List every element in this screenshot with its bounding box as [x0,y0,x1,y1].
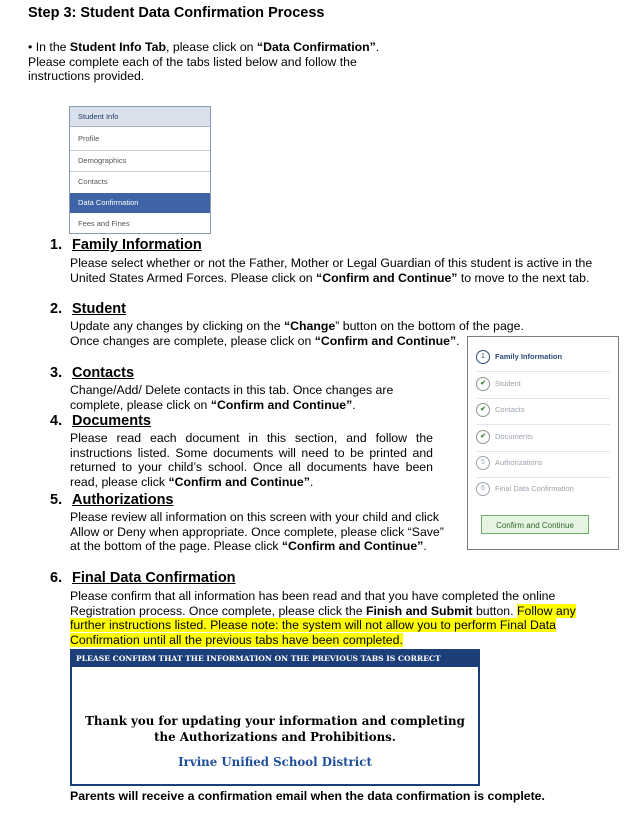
section-text-authorizations: Please review all information on this screen with your child and click Allow or Deny when appropriate. Once complete, please click “Save” at the bottom of the page. Please click “Confirm and Continue”. [70,510,444,554]
tab-authorizations[interactable]: 5 Authorizations [476,454,543,472]
checkmark-icon: ✔ [476,430,490,444]
student-info-menu [69,106,211,234]
tab-student[interactable]: ✔ Student [476,375,521,393]
confirm-and-continue-button[interactable]: Confirm and Continue [481,515,589,534]
highlighted-note: Follow any further instructions listed. Please note: the system will not allow you to perform Final Data Confirmation until all the previous tabs have been completed. [70,603,576,647]
tab-divider [476,371,610,372]
tab-divider [476,451,610,452]
section-heading-documents: 4. Documents [50,413,151,429]
intro-text-1: In the [35,40,70,54]
bullet: • [28,40,33,54]
section-text-documents: Please read each document in this section, and follow the instructions listed. Some documents will need to be printed and returned to your child’s school. Once all documents have been read, please click “Confirm and Continue”. [70,431,433,489]
footer-note: Parents will receive a confirmation email when the data confirmation is complete. [70,789,545,803]
intro-tab-name: Student Info Tab [69,40,167,54]
tab-divider [476,477,610,478]
menu-item-demographics[interactable]: Demographics [78,156,127,165]
section-text-student: Update any changes by clicking on the “Change” button on the bottom of the page. Once changes are complete, please click on “Confirm and Continue”. [70,319,524,348]
tab-contacts[interactable]: ✔ Contacts [476,401,525,419]
section-text-contacts: Change/Add/ Delete contacts in this tab. Once changes are complete, please click on “Confirm and Continue”. [70,383,394,412]
tab-divider [476,424,610,425]
menu-item-fees-and-fines[interactable]: Fees and Fines [78,219,130,228]
section-heading-authorizations: 5. Authorizations [50,492,174,508]
checkmark-icon: ✔ [476,403,490,417]
step-6-icon: 6 [476,482,490,496]
district-name: Irvine Unified School District [178,755,372,769]
banner-header: PLEASE CONFIRM THAT THE INFORMATION ON THE PREVIOUS TABS IS CORRECT [72,651,478,667]
menu-header-student-info[interactable]: Student Info [70,107,210,127]
intro-text-2: , please click on [166,40,257,54]
intro-data-confirmation: “Data Confirmation” [256,40,376,54]
page-title: Step 3: Student Data Confirmation Process [28,5,325,21]
step-1-icon: 1 [476,350,490,364]
tab-family-information[interactable]: 1 Family Information [476,348,562,366]
menu-item-profile[interactable]: Profile [78,134,100,143]
confirmation-banner [70,649,480,786]
tab-final-data-confirmation[interactable]: 6 Final Data Confirmation [476,480,574,498]
section-text-family-information: Please select whether or not the Father, Mother or Legal Guardian of this student is active in the United States Armed Forces. Please click on “Confirm and Continue” to move to the next tab. [70,256,593,285]
section-heading-student: 2. Student [50,301,126,317]
step-5-icon: 5 [476,456,490,470]
checkmark-icon: ✔ [476,377,490,391]
banner-message: Thank you for updating your information and completing the Authorizations and Prohibitions. [85,714,465,744]
intro-paragraph [28,40,388,84]
section-heading-family-information: 1. Family Information [50,237,202,253]
intro-text-3: . Please complete each of the tabs listed below and follow the instructions provided. [28,40,380,83]
menu-item-data-confirmation[interactable]: Data Confirmation [70,193,210,213]
tab-divider [476,398,610,399]
section-text-final-data-confirmation: Please confirm that all information has been read and that you have completed the online Registration process. Once complete, please click the Finish and Submit button. Follow any further instructions listed. Please note: the system will not allow you to perform Final Data Confirmation until all the previous tabs have been completed. [70,589,576,647]
menu-item-contacts[interactable]: Contacts [78,177,108,186]
section-heading-contacts: 3. Contacts [50,365,135,381]
tab-documents[interactable]: ✔ Documents [476,428,533,446]
section-heading-final-data-confirmation: 6. Final Data Confirmation [50,570,236,586]
